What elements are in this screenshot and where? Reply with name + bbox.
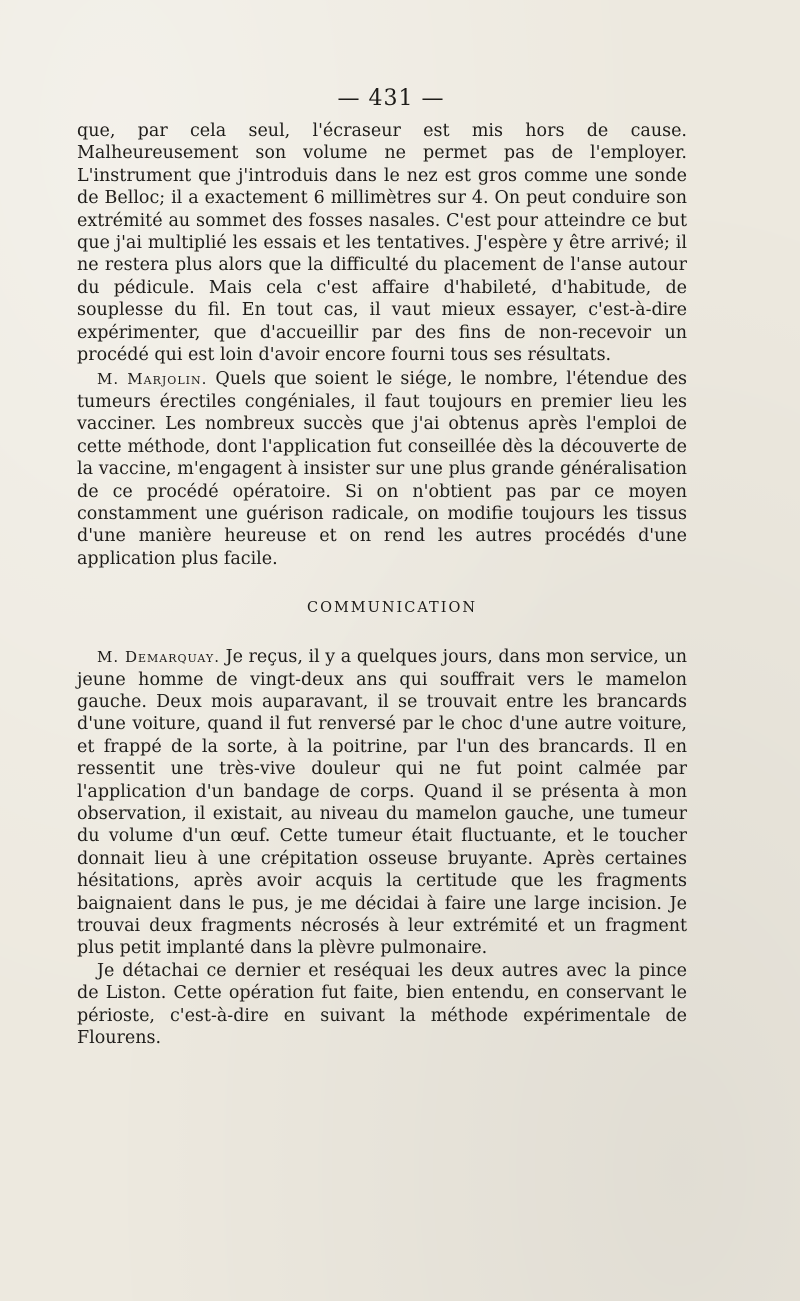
paragraph-closing: Je détachai ce dernier et reséquai les deux autres avec la pince de Liston. Cette opération fut faite, bien entendu, en conservant le périoste, c'est-à-dire en suivant la méthode expérimentale de Flourens. [77, 960, 687, 1049]
paragraph-marjolin [77, 368, 687, 570]
section-heading: COMMUNICATION [306, 600, 478, 617]
speaker-name: M. Marjolin. [97, 370, 208, 389]
speech-text: Je reçus, il y a quelques jours, dans mon service, un jeune homme de vingt-deux ans qui souffrait vers le mamelon gauche. Deux mois auparavant, il se trouvait entre les brancards d'une voiture, quand il fut renversé par le choc d'une autre voiture, et frappé de la sorte, à la poitrine, par l'un des brancards. Il en ressentit une très-vive douleur qui ne fut point calmée par l'application d'un bandage de corps. Quand il se présenta à mon observation, il existait, au niveau du mamelon gauche, une tumeur du volume d'un œuf. Cette tumeur était fluctuante, et le toucher donnait lieu à une crépitation osseuse bruyante. Après certaines hésitations, après avoir acquis la certitude que les fragments baignaient dans le pus, je me décidai à faire une large incision. Je trouvai deux fragments nécrosés à leur extrémité et un fragment plus petit implanté dans la plèvre pulmonaire. [77, 647, 687, 959]
speech-text: Quels que soient le siége, le nombre, l'étendue des tumeurs érectiles congéniales, il faut toujours en premier lieu les vacciner. Les nombreux succès que j'ai obtenus après l'emploi de cette méthode, dont l'application fut conseillée dès la découverte de la vaccine, m'engagent à insister sur une plus grande généralisation de ce procédé opératoire. Si on n'obtient pas par ce moyen constamment une guérison radicale, on modifie toujours les tissus d'une manière heureuse et on rend les autres procédés d'une application plus facile. [77, 369, 687, 569]
book-page [77, 86, 687, 1049]
paragraph-demarquay [77, 646, 687, 960]
paragraph-continuation: que, par cela seul, l'écraseur est mis hors de cause. Malheureusement son volume ne permet pas de l'employer. L'instrument que j'introduis dans le nez est gros comme une sonde de Belloc; il a exactement 6 millimètres sur 4. On peut conduire son extrémité au sommet des fosses nasales. C'est pour atteindre ce but que j'ai multiplié les essais et les tentatives. J'espère y être arrivé; il ne restera plus alors que la difficulté du placement de l'anse autour du pédicule. Mais cela c'est affaire d'habileté, d'habitude, de souplesse du fil. En tout cas, il vaut mieux essayer, c'est-à-dire expérimenter, que d'accueillir par des fins de non-recevoir un procédé qui est loin d'avoir encore fourni tous ses résultats. [77, 121, 687, 366]
speaker-name: M. Demarquay. [97, 648, 220, 667]
page-number: — 431 — [337, 86, 445, 111]
